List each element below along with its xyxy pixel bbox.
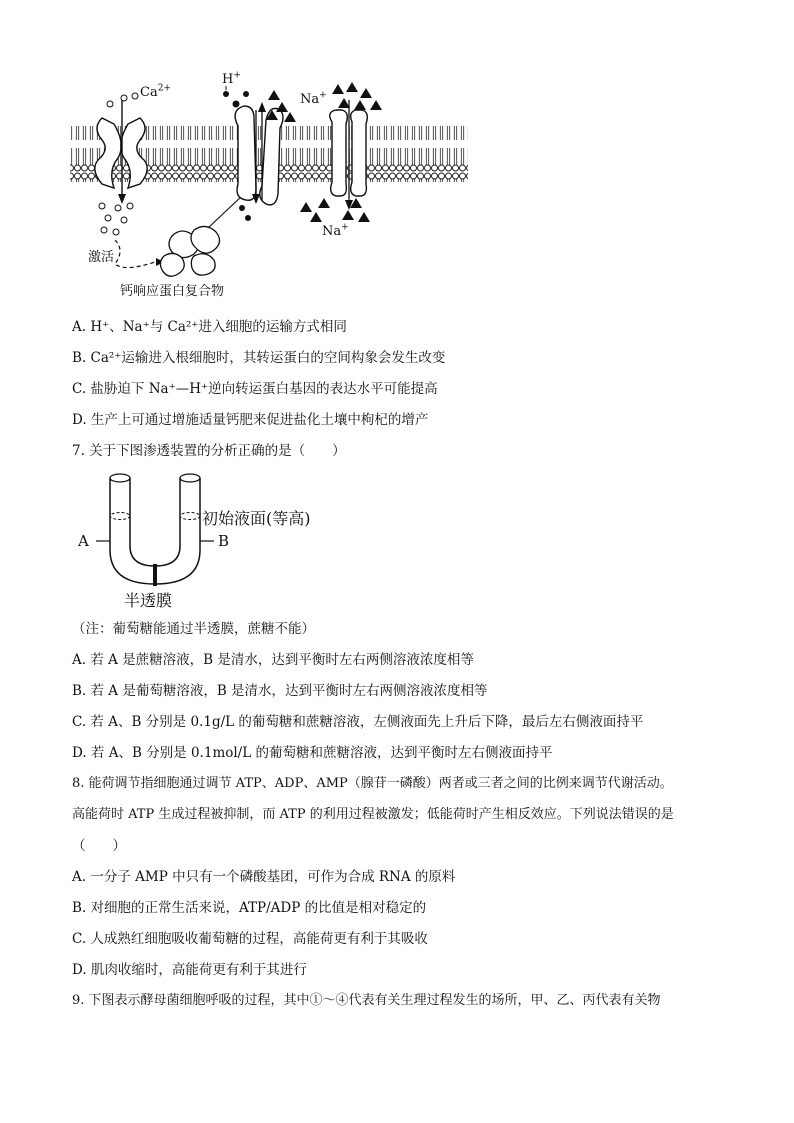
sodium-ions-inside	[300, 198, 370, 222]
q6-option-d: D. 生产上可通过增施适量钙肥来促进盐化土壤中枸杞的增产	[72, 412, 429, 428]
q6-option-a: A. H⁺、Na⁺与 Ca²⁺进入细胞的运输方式相同	[72, 319, 347, 335]
activation-label: 激活	[88, 250, 115, 265]
q8-stem-line3: （ ）	[72, 838, 126, 854]
hydrogen-ion-label: H+	[222, 70, 241, 87]
q7-stem: 7. 关于下图渗透装置的分析正确的是（ ）	[72, 443, 346, 459]
q7-option-b: B. 若 A 是葡萄糖溶液，B 是清水，达到平衡时左右两侧溶液浓度相等	[72, 683, 488, 699]
q7-option-d: D. 若 A、B 分别是 0.1mol/L 的葡萄糖和蔗糖溶液，达到平衡时左右侧液面持平	[72, 745, 553, 761]
sodium-ion-label-top: Na+	[300, 90, 327, 107]
label-initial-level: 初始液面(等高)	[202, 509, 311, 528]
calcium-response-protein-complex	[160, 226, 219, 276]
calcium-ion-label: $Ca^{2+}$	[140, 83, 171, 100]
hydrogen-ions-inside	[239, 205, 251, 221]
q8-option-d: D. 肌肉收缩时，高能荷更有利于其进行	[72, 962, 307, 978]
semipermeable-membrane	[153, 564, 157, 586]
q6-option-b: B. Ca²⁺运输进入根细胞时，其转运蛋白的空间构象会发生改变	[72, 350, 446, 366]
q6-option-c: C. 盐胁迫下 Na⁺—H⁺逆向转运蛋白基因的表达水平可能提高	[72, 381, 438, 397]
q8-option-b: B. 对细胞的正常生活来说，ATP/ADP 的比值是相对稳定的	[72, 900, 427, 916]
q8-stem-line1: 8. 能荷调节指细胞通过调节 ATP、ADP、AMP（腺苷一磷酸）两者或三者之间的比例来调节代谢活动。	[72, 776, 673, 791]
label-a: A	[78, 532, 89, 550]
label-b: B	[218, 532, 230, 550]
q9-stem: 9. 下图表示酵母菌细胞呼吸的过程，其中①～④代表有关生理过程发生的场所，甲、乙、丙代表有关物	[72, 993, 661, 1008]
membrane-diagram	[60, 60, 480, 310]
membrane-figure	[60, 60, 480, 310]
hydrogen-ions-outside	[223, 91, 249, 108]
initial-level-left	[110, 513, 130, 520]
complex-caption: 钙响应蛋白复合物	[120, 284, 225, 299]
calcium-ions-inside	[99, 203, 133, 235]
initial-level-right	[180, 513, 200, 520]
q7-note: （注：葡萄糖能通过半透膜，蔗糖不能）	[72, 621, 315, 637]
q8-stem-line2: 高能荷时 ATP 生成过程被抑制，而 ATP 的利用过程被激发；低能荷时产生相反效应。下列说法错误的是	[72, 807, 674, 822]
u-tube-figure	[74, 466, 374, 612]
q8-option-c: C. 人成熟红细胞吸收葡萄糖的过程，高能荷更有利于其吸收	[72, 931, 428, 947]
q7-option-c: C. 若 A、B 分别是 0.1g/L 的葡萄糖和蔗糖溶液，左侧液面先上升后下降，最后左右侧液面持平	[72, 714, 644, 730]
sodium-ions-outside	[332, 82, 382, 110]
activation-arrow	[115, 240, 155, 268]
q7-option-a: A. 若 A 是蔗糖溶液，B 是清水，达到平衡时左右两侧溶液浓度相等	[72, 652, 474, 668]
q8-option-a: A. 一分子 AMP 中只有一个磷酸基团，可作为合成 RNA 的原料	[72, 869, 456, 885]
label-membrane: 半透膜	[124, 591, 173, 610]
sodium-ion-label-bottom: Na+	[322, 222, 349, 239]
